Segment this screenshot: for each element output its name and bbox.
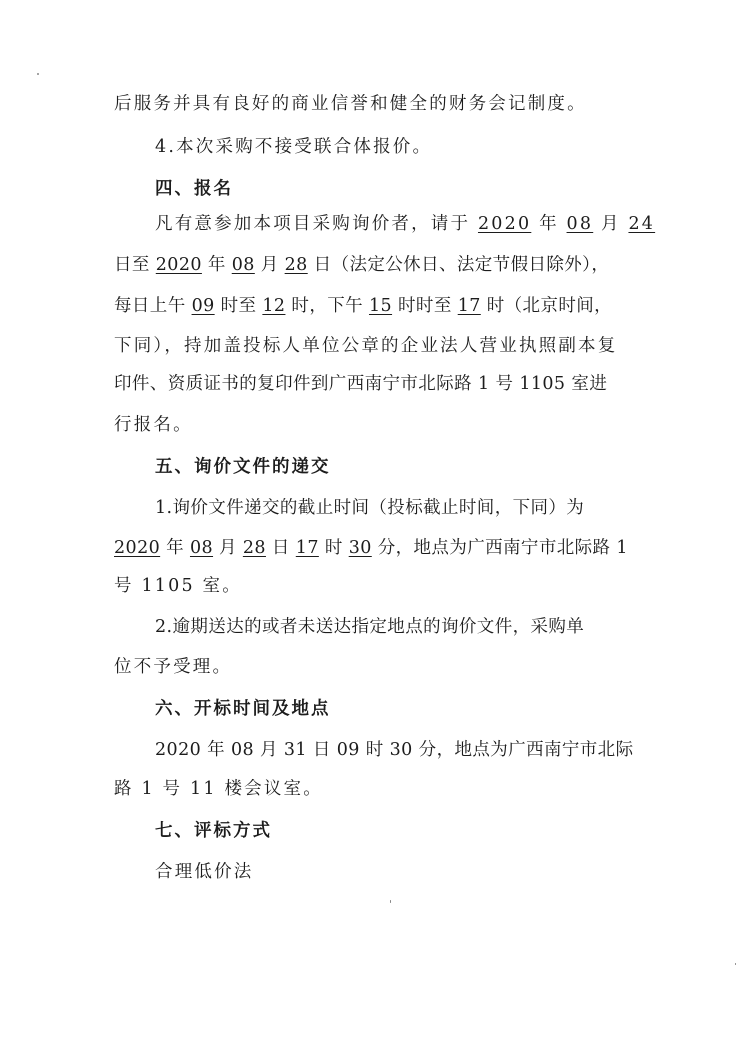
- scan-speck: [37, 73, 39, 75]
- body-line: [0, 372, 744, 396]
- text: 日（法定公休日、法定节假日除外），: [307, 255, 610, 275]
- text: 印件、资质证书的复印件到广西南宁市北际路 1 号 1105 室进: [114, 374, 608, 394]
- section-heading: [0, 697, 744, 721]
- text: 2020 年 08 月 31 日 09 时 30 分，地点为广西南宁市北际: [155, 740, 634, 760]
- text: 时，下午: [285, 296, 369, 316]
- body-line: [0, 574, 744, 598]
- body-line: [0, 738, 744, 762]
- text: 年: [531, 214, 567, 234]
- text: 时时至: [392, 296, 458, 316]
- text: 号 1105 室。: [114, 576, 242, 596]
- text: 月: [593, 214, 629, 234]
- text: 年: [160, 538, 190, 558]
- text: 月: [254, 255, 285, 275]
- underlined-value: 17: [457, 296, 481, 316]
- text: 4.本次采购不接受联合体报价。: [155, 137, 433, 157]
- text: 分，地点为广西南宁市北际路 1: [371, 538, 628, 558]
- heading-text: 四、报名: [155, 179, 233, 199]
- underlined-value: 17: [295, 538, 319, 558]
- text: 年: [201, 255, 232, 275]
- heading-text: 七、评标方式: [155, 821, 272, 841]
- body-line: [0, 615, 744, 639]
- text: 凡有意参加本项目采购询价者，请于: [155, 214, 478, 234]
- text: 路 1 号 11 楼会议室。: [114, 779, 323, 799]
- body-line: [0, 536, 744, 560]
- body-line: [0, 860, 744, 884]
- body-line: [0, 777, 744, 801]
- text: 每日上午: [114, 296, 192, 316]
- underlined-value: 28: [284, 255, 308, 275]
- underlined-value: 15: [368, 296, 393, 316]
- body-line: [0, 135, 744, 159]
- text: 时至: [214, 296, 263, 316]
- underlined-value: 12: [262, 296, 286, 316]
- section-heading: [0, 177, 744, 201]
- text: 位不予受理。: [114, 657, 233, 677]
- body-line: [0, 334, 744, 358]
- heading-text: 六、开标时间及地点: [155, 699, 331, 719]
- body-line: [0, 294, 744, 318]
- underlined-value: 2020: [477, 214, 532, 234]
- section-heading: [0, 455, 744, 479]
- text: 日: [265, 538, 296, 558]
- text: 下同），持加盖投标人单位公章的企业法人营业执照副本复: [114, 336, 618, 356]
- text: 合理低价法: [155, 862, 254, 882]
- section-heading: [0, 819, 744, 843]
- text: 后服务并具有良好的商业信誉和健全的财务会记制度。: [114, 94, 587, 114]
- text: 行报名。: [114, 415, 193, 435]
- text: 日至: [114, 255, 156, 275]
- scan-speck: [390, 900, 391, 903]
- body-line: [0, 655, 744, 679]
- underlined-value: 28: [242, 538, 266, 558]
- text: 时: [318, 538, 349, 558]
- underlined-value: 30: [348, 538, 372, 558]
- underlined-value: 24: [628, 214, 656, 234]
- underlined-value: 2020: [114, 538, 161, 558]
- text: 2.逾期送达的或者未送达指定地点的询价文件，采购单: [155, 617, 585, 637]
- text: 1.询价文件递交的截止时间（投标截止时间，下同）为: [155, 498, 585, 518]
- underlined-value: 08: [231, 255, 255, 275]
- underlined-value: 09: [191, 296, 215, 316]
- body-line: [0, 253, 744, 277]
- underlined-value: 08: [566, 214, 594, 234]
- text: 月: [213, 538, 243, 558]
- text: 时（北京时间，: [480, 296, 613, 316]
- body-line: [0, 413, 744, 437]
- heading-text: 五、询价文件的递交: [155, 457, 331, 477]
- body-line: [0, 92, 744, 116]
- body-line: [0, 212, 744, 236]
- underlined-value: 08: [189, 538, 214, 558]
- body-line: [0, 496, 744, 520]
- scan-speck: [735, 963, 736, 965]
- underlined-value: 2020: [155, 255, 202, 275]
